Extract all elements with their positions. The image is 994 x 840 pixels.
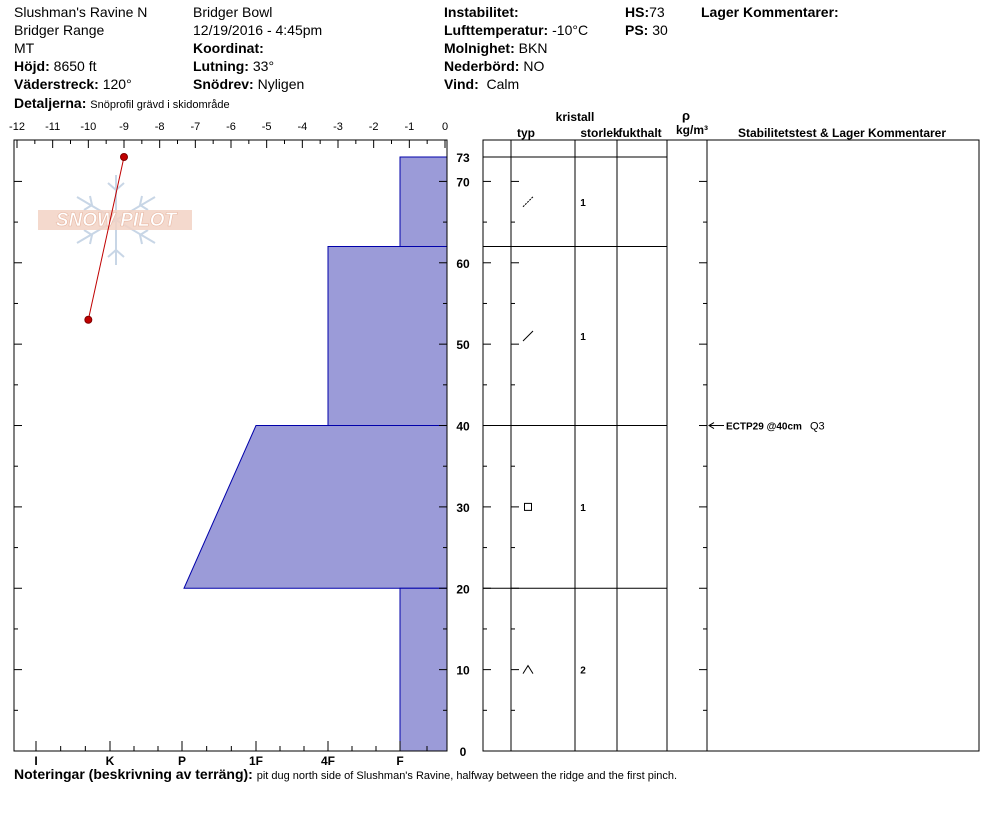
terrain-notes-label: Noteringar (beskrivning av terräng): bbox=[14, 766, 253, 782]
hardness-label-1: K bbox=[105, 754, 115, 768]
precip-value: NO bbox=[523, 58, 545, 74]
crystal-decomposing-icon bbox=[523, 197, 533, 207]
temperature-point-0 bbox=[121, 154, 128, 161]
temp-tick-label-3: -9 bbox=[119, 121, 129, 133]
depth-label-4: 40 bbox=[456, 419, 470, 434]
temp-tick-label-10: -2 bbox=[368, 121, 379, 133]
crystal-depth-hoar-icon bbox=[523, 666, 533, 674]
crystal-faceted-icon bbox=[525, 503, 532, 510]
hardness-label-3: 1F bbox=[248, 754, 264, 768]
elevation-label: Höjd: bbox=[14, 58, 50, 74]
location-name: Slushman's Ravine N bbox=[14, 4, 148, 20]
ps-label: PS: bbox=[625, 22, 649, 38]
range-name: Bridger Range bbox=[14, 22, 105, 38]
header-rho: ρ bbox=[681, 108, 691, 123]
details-label: Detaljerna: bbox=[14, 95, 87, 111]
precip-label: Nederbörd: bbox=[444, 58, 520, 74]
state-name: MT bbox=[14, 40, 35, 56]
header-storlek: storlek bbox=[580, 126, 620, 140]
logo-text: SNOW PILOT bbox=[55, 210, 177, 231]
terrain-notes bbox=[14, 766, 677, 782]
depth-top-label: 73 bbox=[456, 151, 470, 165]
temp-tick-label-6: -6 bbox=[226, 121, 236, 133]
temp-tick-label-5: -7 bbox=[190, 121, 201, 133]
temp-tick-label-2: -10 bbox=[80, 121, 97, 133]
header-stability: Stabilitetstest & Lager Kommentarer bbox=[737, 126, 947, 140]
header-typ: typ bbox=[517, 126, 535, 140]
terrain-notes-text: pit dug north side of Slushman's Ravine, halfway between the ridge and the first pinch. bbox=[256, 770, 678, 782]
slope-label: Lutning: bbox=[193, 58, 249, 74]
temp-tick-label-8: -4 bbox=[297, 121, 308, 133]
temp-tick-label-11: -1 bbox=[404, 121, 415, 133]
drift-value: Nyligen bbox=[257, 76, 305, 92]
temperature-point-1 bbox=[85, 316, 92, 323]
hardness-label-4: 4F bbox=[320, 754, 336, 768]
temp-tick-label-12: 0 bbox=[441, 121, 449, 133]
sky-value: BKN bbox=[518, 40, 548, 56]
elevation-value: 8650 ft bbox=[53, 58, 97, 74]
hardness-label-5: F bbox=[396, 754, 404, 768]
hardness-layer-0 bbox=[400, 157, 447, 247]
depth-label-5: 50 bbox=[456, 338, 470, 353]
temp-tick-label-9: -3 bbox=[333, 121, 343, 133]
crystal-size-2: 1 bbox=[580, 502, 586, 514]
coord-label: Koordinat: bbox=[193, 40, 264, 56]
crystal-size-1: 1 bbox=[580, 332, 586, 344]
wind-value: Calm bbox=[486, 76, 520, 92]
hs-value: 73 bbox=[649, 4, 665, 20]
crystal-decomposing-icon bbox=[523, 331, 533, 341]
aspect-label: Väderstreck: bbox=[14, 76, 99, 92]
test-label-0: ECTP29 @40cm bbox=[726, 421, 802, 433]
hs-label: HS: bbox=[625, 4, 650, 20]
depth-label-2: 20 bbox=[456, 582, 470, 597]
hardness-label-2: P bbox=[177, 754, 187, 768]
aspect-value: 120° bbox=[102, 76, 132, 92]
temp-tick-label-4: -8 bbox=[154, 121, 165, 133]
datetime: 12/19/2016 - 4:45pm bbox=[193, 22, 323, 38]
air-temp-label: Lufttemperatur: bbox=[444, 22, 549, 38]
header-kristall: kristall bbox=[555, 110, 595, 124]
details-value: Snöprofil grävd i skidområde bbox=[90, 99, 230, 111]
ps-value: 30 bbox=[652, 22, 668, 38]
hardness-layer-2 bbox=[184, 426, 447, 589]
depth-label-7: 70 bbox=[456, 175, 470, 190]
depth-label-1: 10 bbox=[456, 663, 470, 678]
hardness-layer-1 bbox=[328, 247, 447, 426]
crystal-size-3: 2 bbox=[580, 665, 586, 677]
slope-value: 33° bbox=[252, 58, 275, 74]
header-density-unit: kg/m³ bbox=[675, 123, 709, 137]
layer-comments-label: Lager Kommentarer: bbox=[701, 4, 839, 20]
wind-label: Vind: bbox=[444, 76, 479, 92]
crystal-size-0: 1 bbox=[580, 197, 586, 209]
hardness-label-0: I bbox=[34, 754, 38, 768]
header-fukthalt: fukthalt bbox=[618, 126, 662, 140]
depth-label-6: 60 bbox=[456, 256, 470, 271]
snowpilot-logo bbox=[38, 175, 192, 265]
temp-tick-label-1: -11 bbox=[45, 121, 61, 133]
layer-table-frame bbox=[483, 140, 979, 751]
sky-label: Molnighet: bbox=[444, 40, 515, 56]
drift-label: Snödrev: bbox=[193, 76, 254, 92]
air-temp-value: -10°C bbox=[552, 22, 589, 38]
temp-tick-label-0: -12 bbox=[9, 121, 25, 133]
depth-label-3: 30 bbox=[456, 500, 470, 515]
depth-label-0: 0 bbox=[459, 745, 467, 759]
instability-label: Instabilitet: bbox=[444, 4, 519, 20]
test-quality-0: Q3 bbox=[810, 420, 825, 433]
area-name: Bridger Bowl bbox=[193, 4, 273, 20]
temp-tick-label-7: -5 bbox=[261, 121, 272, 133]
temperature-line bbox=[88, 157, 124, 320]
